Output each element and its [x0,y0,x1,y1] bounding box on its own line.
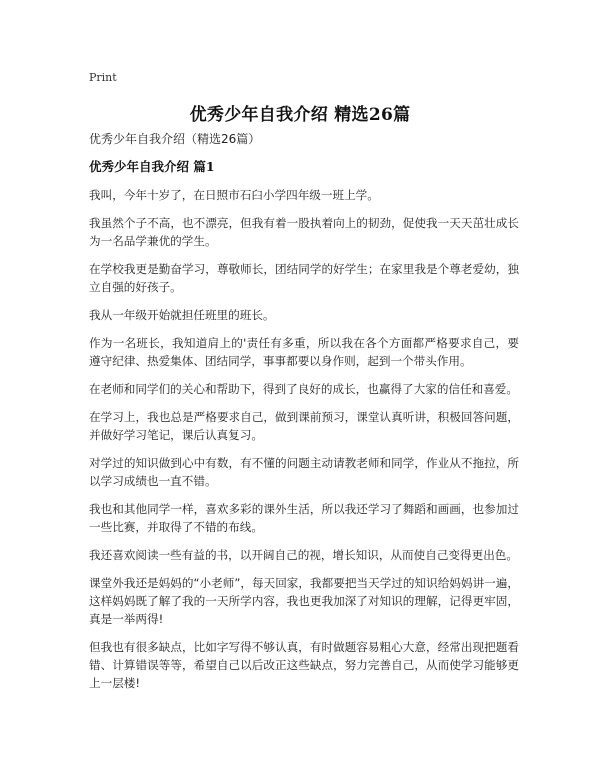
paragraph: 我从一年级开始就担任班里的班长。 [89,308,275,322]
document-body [89,130,519,702]
paragraph: 课堂外我还是妈妈的“小老师”，每天回家，我都要把当天学过的知识给妈妈讲一遍，这样妈妈既了解了我的一天所学内容，我也更我加深了对知识的理解，记得更牢固，真是一举两得! [89,576,519,626]
print-label: Print [89,71,117,84]
paragraph: 我还喜欢阅读一些有益的书，以开阔自己的视，增长知识，从而使自己变得更出色。 [89,548,518,562]
paragraph: 我虽然个子不高，也不漂亮，但我有着一股执着向上的韧劲，促使我一天天茁壮成长为一名品学兼优的学生。 [89,216,519,248]
section-heading: 优秀少年自我介绍 篇1 [89,159,215,174]
document-subtitle: 优秀少年自我介绍（精选26篇） [89,132,261,146]
paragraph: 但我也有很多缺点，比如字写得不够认真，有时做题容易粗心大意，经常出现把题看错、计算错误等等，希望自己以后改正这些缺点，努力完善自己，从而使学习能够更上一层楼! [89,640,519,690]
paragraph: 我也和其他同学一样，喜欢多彩的课外生活，所以我还学习了舞蹈和画画，也参加过一些比赛，并取得了不错的布线。 [89,502,519,534]
paragraph: 作为一名班长，我知道肩上的'责任有多重，所以我在各个方面都严格要求自己，要遵守纪律、热爱集体、团结同学，事事都要以身作则，起到一个带头作用。 [89,336,519,368]
paragraph: 对学过的知识做到心中有数，有不懂的问题主动请教老师和同学，作业从不拖拉，所以学习成绩也一直不错。 [89,456,519,488]
paragraph: 在学习上，我也总是严格要求自己，做到课前预习，课堂认真听讲，积极回答问题，并做好学习笔记，课后认真复习。 [89,410,519,442]
paragraph: 在老师和同学们的关心和帮助下，得到了良好的成长，也赢得了大家的信任和喜爱。 [89,382,518,396]
paragraph: 我叫，今年十岁了，在日照市石臼小学四年级一班上学。 [89,188,379,202]
document-title: 优秀少年自我介绍 精选26篇 [189,105,411,125]
paragraph: 在学校我更是勤奋学习，尊敬师长，团结同学的好学生；在家里我是个尊老爱幼，独立自强的好孩子。 [89,262,519,294]
